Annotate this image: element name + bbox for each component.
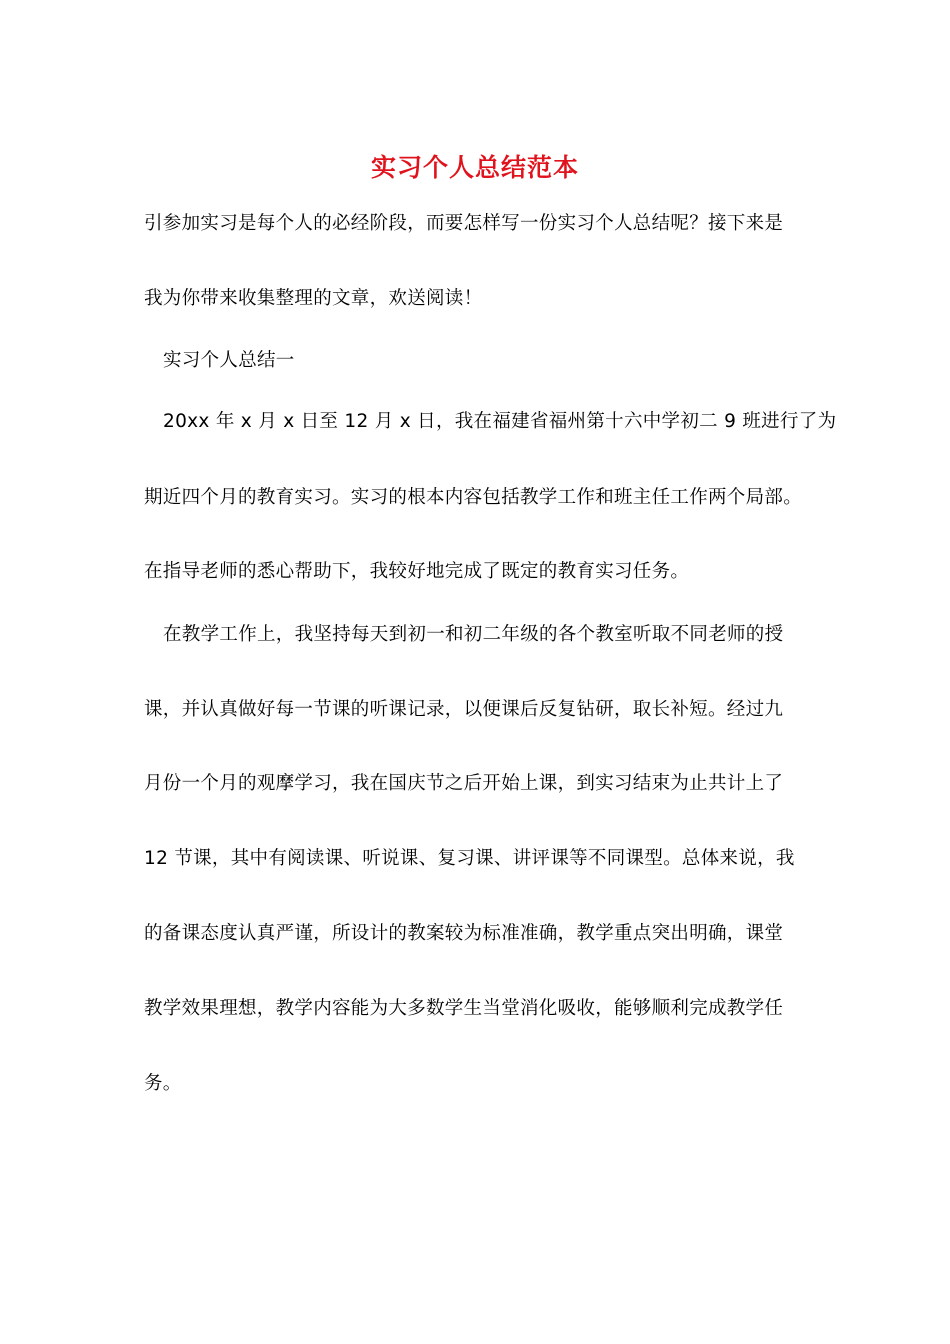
section-heading: 实习个人总结一 (163, 350, 295, 371)
paragraph2-line-3: 月份一个月的观摩学习，我在国庆节之后开始上课，到实习结束为止共计上了 (144, 773, 784, 794)
document-title: 实习个人总结范本 (370, 153, 579, 182)
intro-line-1: 引参加实习是每个人的必经阶段，而要怎样写一份实习个人总结呢？接下来是 (144, 213, 784, 234)
paragraph1-line-3: 在指导老师的悉心帮助下，我较好地完成了既定的教育实习任务。 (144, 561, 690, 582)
paragraph2-line-5: 的备课态度认真严谨，所设计的教案较为标准准确，教学重点突出明确，课堂 (144, 923, 784, 944)
paragraph2-line-6: 教学效果理想，教学内容能为大多数学生当堂消化吸收，能够顺利完成教学任 (144, 998, 784, 1019)
paragraph2-line-4: 12 节课，其中有阅读课、听说课、复习课、讲评课等不同课型。总体来说，我 (144, 848, 795, 869)
paragraph1-line-2: 期近四个月的教育实习。实习的根本内容包括教学工作和班主任工作两个局部。 (144, 487, 803, 508)
paragraph1-line-1: 20xx 年 x 月 x 日至 12 月 x 日，我在福建省福州第十六中学初二 9 班进行了为 (163, 411, 837, 432)
intro-line-2: 我为你带来收集整理的文章，欢送阅读！ (144, 288, 483, 309)
paragraph2-line-7: 务。 (144, 1073, 182, 1094)
paragraph2-line-1: 在教学工作上，我坚持每天到初一和初二年级的各个教室听取不同老师的授 (163, 624, 784, 645)
paragraph2-line-2: 课，并认真做好每一节课的听课记录，以便课后反复钻研，取长补短。经过九 (144, 699, 784, 720)
